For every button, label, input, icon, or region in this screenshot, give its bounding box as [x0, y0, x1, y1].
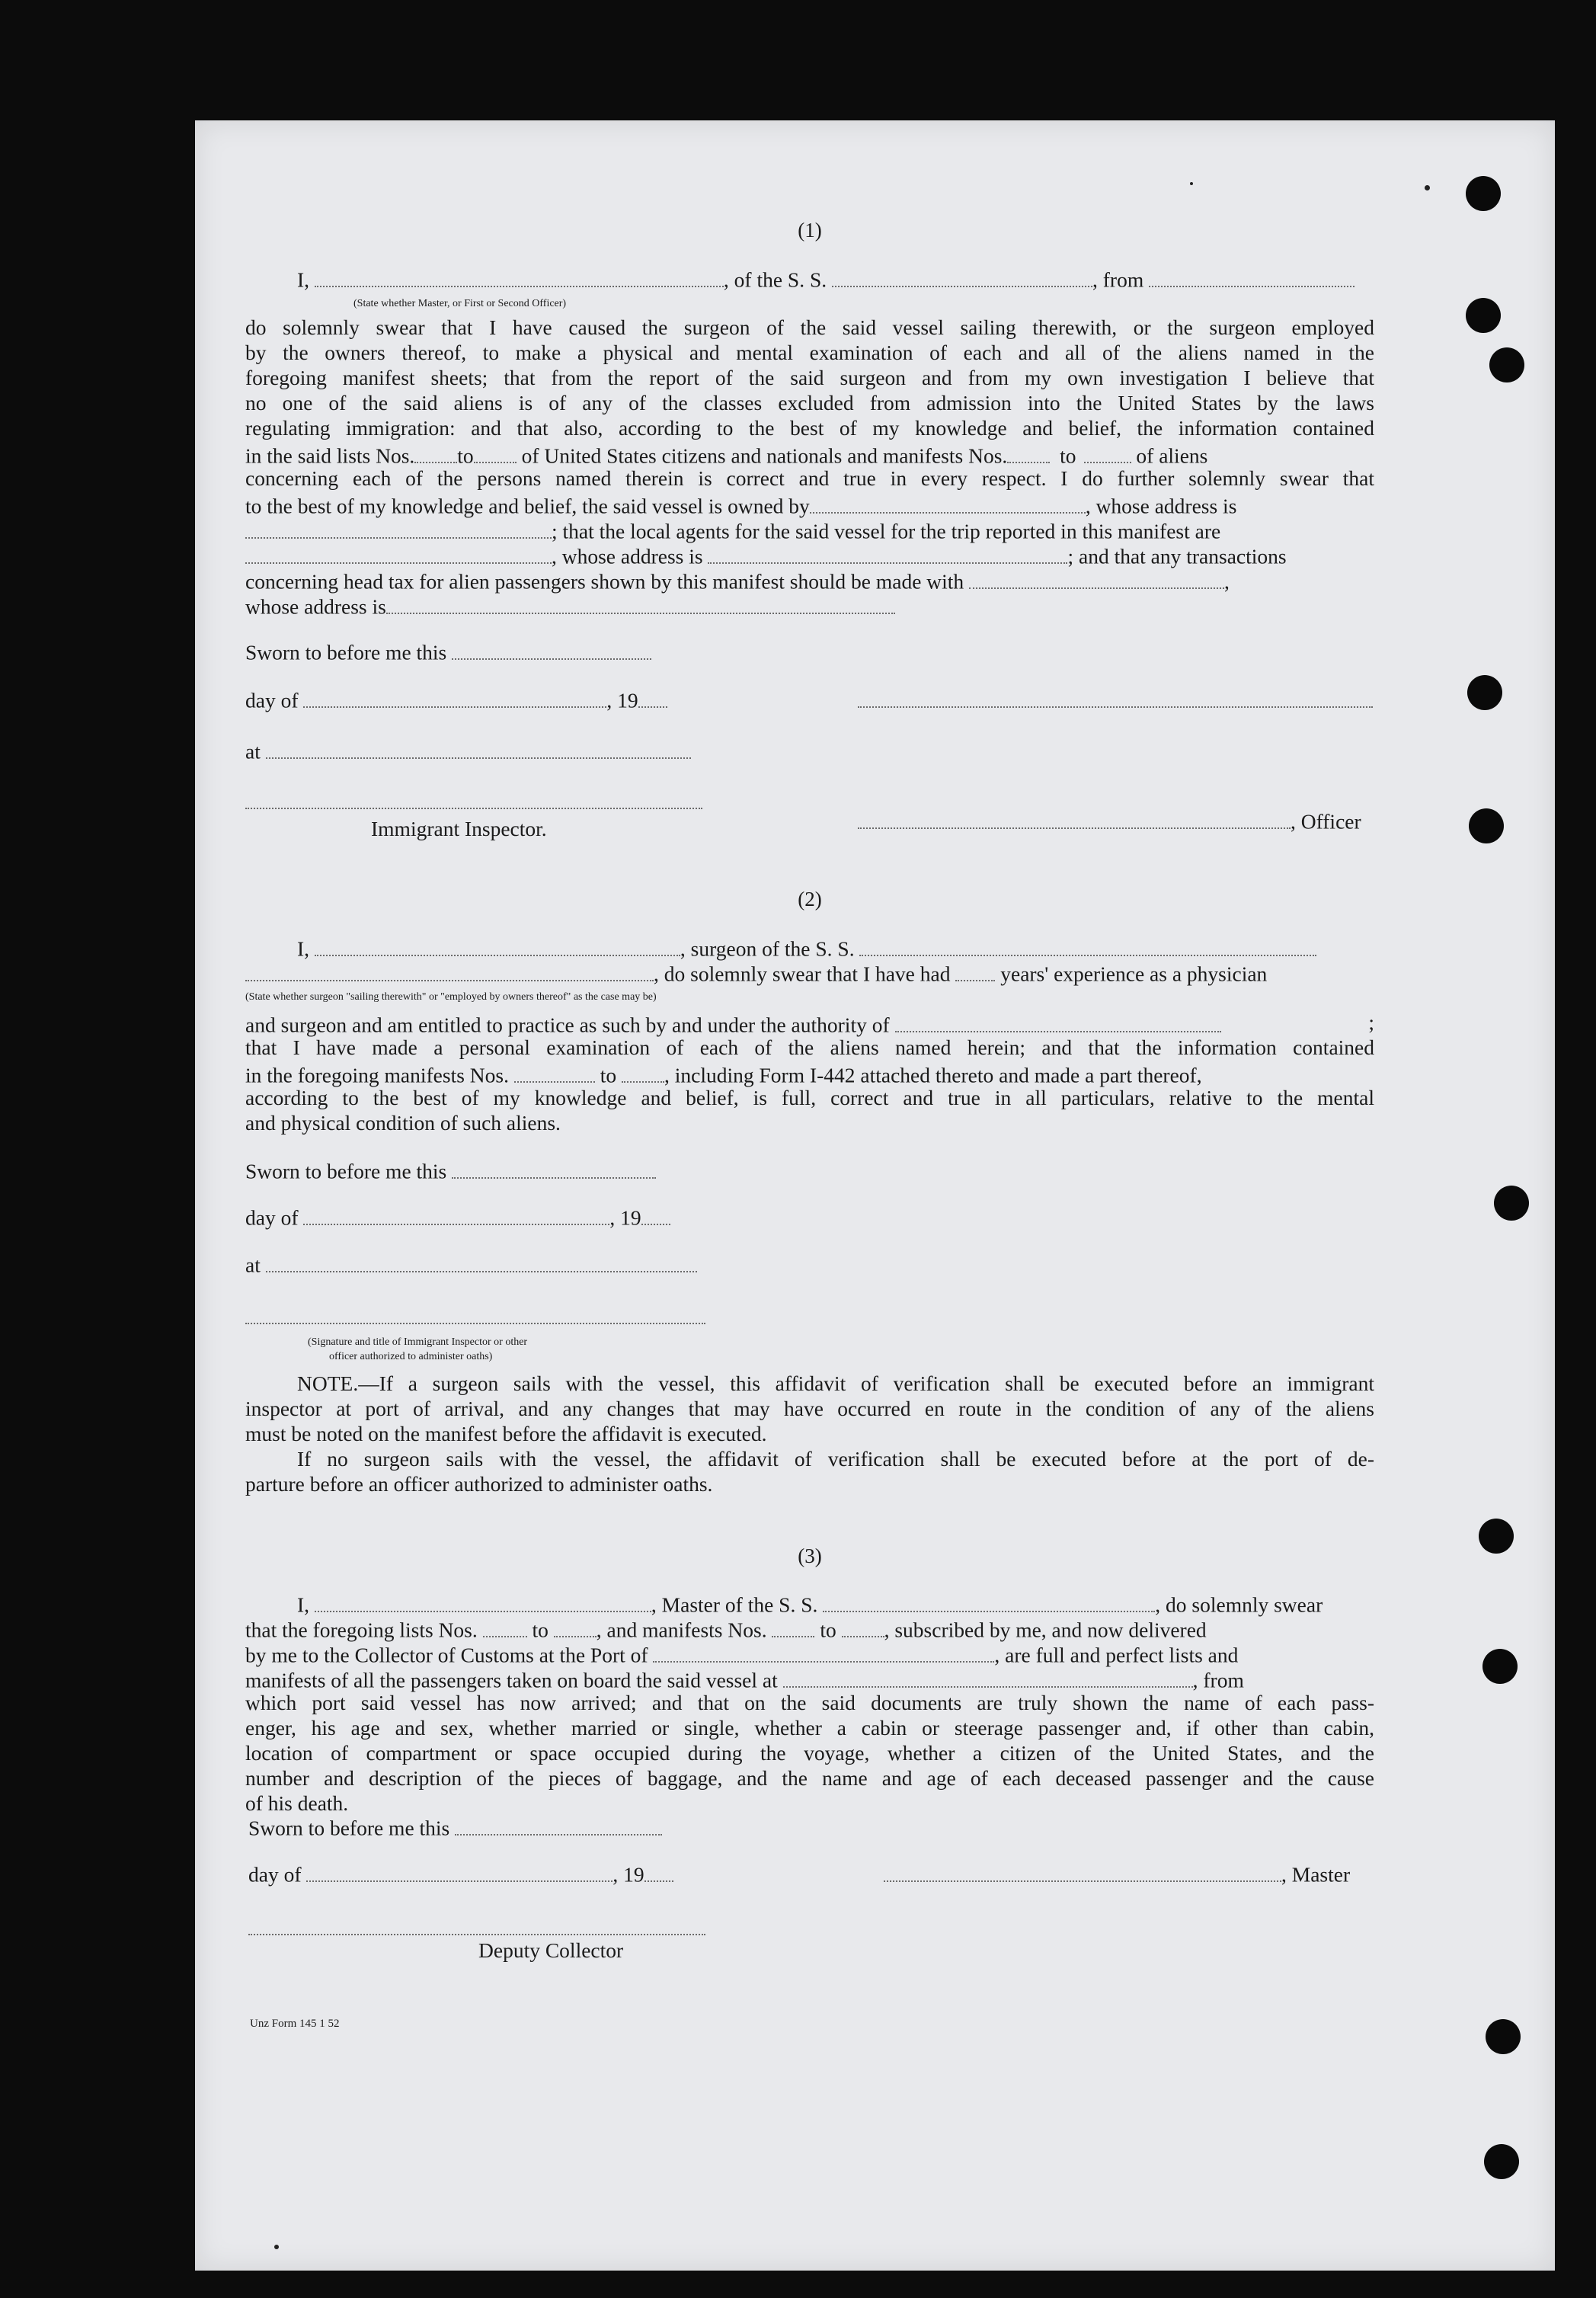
s1-address-line: , whose address is ; and that any transactions: [245, 541, 1374, 569]
s3-deputy-sig: [248, 1912, 1377, 1941]
s2-at-field[interactable]: [266, 1250, 697, 1272]
s2-day: day of , 19: [245, 1202, 1374, 1231]
punch-hole: [1466, 298, 1501, 333]
s2-manifests-to[interactable]: [622, 1060, 664, 1083]
s2-para: that I have made a personal examination of each of the aliens named herein; and that the information contained: [245, 1035, 1374, 1059]
punch-hole: [1482, 1649, 1518, 1684]
surgeon-caption: (State whether surgeon "sailing therewith" or "employed by owners thereof" as the case may be): [245, 991, 657, 1003]
ship-name-field[interactable]: [832, 264, 1092, 287]
s2-year-field[interactable]: [641, 1202, 670, 1225]
s2-signature-field[interactable]: [245, 1301, 705, 1324]
speck: [1425, 185, 1430, 190]
agents-address-field[interactable]: [708, 541, 1067, 564]
officer-caption: (State whether Master, or First or Second Officer): [353, 298, 567, 309]
s2-line-2: , do solemnly swear that I have had years' experience as a physician: [245, 959, 1374, 987]
section-2-number: (2): [798, 888, 822, 911]
agents-field[interactable]: [245, 541, 552, 564]
s3-sworn: Sworn to before me this: [248, 1813, 1377, 1841]
punch-hole: [1469, 808, 1504, 843]
s3-line-1: I, , Master of the S. S. , do solemnly swear: [245, 1589, 1374, 1618]
port-field[interactable]: [653, 1640, 994, 1663]
headtax-field[interactable]: [969, 566, 1224, 589]
s3-line-3: by me to the Collector of Customs at the Port of , are full and perfect lists and: [245, 1640, 1374, 1668]
s2-line-1: I, , surgeon of the S. S.: [245, 933, 1374, 962]
surgeon-type-field[interactable]: [245, 959, 654, 981]
punch-hole: [1486, 2019, 1521, 2054]
officer-name-field[interactable]: [315, 264, 724, 287]
s2-sig: [245, 1301, 1374, 1330]
s1-day: day of , 19: [245, 685, 1374, 713]
s1-officer-sig: [858, 685, 1373, 713]
speck: [274, 2245, 279, 2249]
punch-hole: [1494, 1186, 1529, 1221]
lists-to-field[interactable]: [474, 440, 517, 463]
boarding-port-field[interactable]: [783, 1665, 1193, 1688]
s3-line-4: manifests of all the passengers taken on board the said vessel at , from: [245, 1665, 1374, 1693]
sworn-date-field[interactable]: [452, 637, 651, 660]
note-paragraph: NOTE.—If a surgeon sails with the vessel, this affidavit of verification shall be executed before an immigrant inspector at port of arrival, and any changes that may have occurred en route in the condition of any of the aliens must be noted on the manifest before the affidavit is executed.: [245, 1371, 1374, 1445]
s3-day: day of , 19: [248, 1859, 1377, 1887]
deputy-signature-field[interactable]: [248, 1912, 705, 1935]
s3-manifests-from[interactable]: [772, 1615, 814, 1637]
s2-authority: and surgeon and am entitled to practice as such by and under the authority of ;: [245, 1010, 1374, 1037]
s3-day-field[interactable]: [306, 1859, 612, 1882]
speck: [1190, 182, 1193, 185]
s1-line-officer: I, , of the S. S. , from: [245, 264, 1374, 293]
s1-agents-line: ; that the local agents for the said vessel for the trip reported in this manifest are: [245, 516, 1374, 544]
owner-field[interactable]: [810, 491, 1086, 514]
sig-caption-1: (Signature and title of Immigrant Inspector or other: [308, 1336, 528, 1348]
punch-hole: [1489, 347, 1524, 382]
note-paragraph-2: If no surgeon sails with the vessel, the affidavit of verification shall be executed before at the port of de- parture before an officer authorized to administer oaths.: [245, 1447, 1374, 1496]
headtax-address-field[interactable]: [386, 591, 895, 614]
s2-para-b: according to the best of my knowledge and belief, is full, correct and true in all particulars, relative to the mental and physical condition of such aliens.: [245, 1086, 1374, 1135]
lists-from-field[interactable]: [414, 440, 457, 463]
section-3-number: (3): [798, 1544, 822, 1567]
master-name-field[interactable]: [315, 1589, 651, 1612]
section-1-paragraph: do solemnly swear that I have caused the surgeon of the said vessel sailing therewith, or the surgeon employed by the owners thereof, to make a physical and mental examination of each and all of the aliens named in the foregoing manifest sheets; that from the report of the said surgeon and from my own investigation I believe that no one of the said aliens is of any of the classes excluded from admission into the United States by the laws regulating immigration: and that also, according to the best of my knowledge and belief, the information contained: [245, 315, 1374, 440]
s1-whose-line: whose address is: [245, 591, 1374, 619]
master-signature-field[interactable]: [884, 1859, 1281, 1882]
section-1-number: (1): [798, 219, 822, 242]
s2-manifests: in the foregoing manifests Nos. to , including Form I-442 attached thereto and made a part thereof,: [245, 1060, 1374, 1088]
officer-signature-field[interactable]: [858, 685, 1373, 708]
punch-hole: [1467, 675, 1502, 710]
s3-sworn-field[interactable]: [455, 1813, 662, 1836]
authority-field[interactable]: [895, 1010, 1221, 1032]
s1-lists-line: in the said lists Nos. to of United States citizens and nationals and manifests Nos. to of aliens: [245, 440, 1374, 469]
s3-paragraph: which port said vessel has now arrived; and that on the said documents are truly shown the name of each pass- enger, his age and sex, whether married or single, whether a cabin or steerage passenger and, if other than cabin, location of compartment or space occupied during the voyage, whether a citizen of the United States, and the number and description of the pieces of baggage, and the name and age of each deceased passenger and the cause of his death.: [245, 1691, 1374, 1815]
s2-ship-field[interactable]: [859, 933, 1316, 956]
s2-day-field[interactable]: [303, 1202, 609, 1225]
s3-master-line: , Master: [884, 1859, 1350, 1887]
s2-manifests-from[interactable]: [514, 1060, 595, 1083]
s3-manifests-to[interactable]: [842, 1615, 884, 1637]
s1-at: at: [245, 736, 1374, 764]
day-field[interactable]: [303, 685, 606, 708]
s1-headtax-line: concerning head tax for alien passengers shown by this manifest should be made with ,: [245, 566, 1374, 594]
officer-title-field[interactable]: [858, 806, 1291, 829]
surgeon-name-field[interactable]: [315, 933, 680, 956]
s3-year-field[interactable]: [644, 1859, 673, 1882]
punch-hole: [1484, 2144, 1519, 2179]
sig-caption-2: officer authorized to administer oaths): [329, 1351, 493, 1362]
form-id: Unz Form 145 1 52: [250, 2018, 340, 2030]
s3-line-2: that the foregoing lists Nos. to , and manifests Nos. to , subscribed by me, and now delivered: [245, 1615, 1374, 1643]
inspector-label: Immigrant Inspector.: [371, 817, 547, 840]
owner-address-field[interactable]: [245, 516, 552, 539]
s2-sworn-field[interactable]: [452, 1156, 656, 1179]
from-port-field[interactable]: [1149, 264, 1355, 287]
s2-at: at: [245, 1250, 1374, 1278]
s3-ship-field[interactable]: [823, 1589, 1155, 1612]
s2-sworn: Sworn to before me this: [245, 1156, 1374, 1184]
manifests-to-field[interactable]: [1084, 440, 1131, 463]
year-field[interactable]: [638, 685, 667, 708]
s3-lists-from[interactable]: [483, 1615, 527, 1637]
manifests-from-field[interactable]: [1007, 440, 1050, 463]
at-field[interactable]: [266, 736, 691, 759]
s1-owned-line: to the best of my knowledge and belief, the said vessel is owned by , whose address is: [245, 491, 1374, 519]
s3-lists-to[interactable]: [554, 1615, 597, 1637]
s1-officer-line: , Officer: [858, 806, 1361, 834]
deputy-label: Deputy Collector: [478, 1938, 624, 1962]
years-field[interactable]: [955, 959, 995, 981]
punch-hole: [1479, 1519, 1514, 1554]
s1-sworn: Sworn to before me this: [245, 637, 1374, 665]
s1-para-2: concerning each of the persons named therein is correct and true in every respect. I do further solemnly swear that: [245, 466, 1374, 490]
inspector-signature-field[interactable]: [245, 786, 702, 809]
punch-hole: [1466, 176, 1501, 211]
